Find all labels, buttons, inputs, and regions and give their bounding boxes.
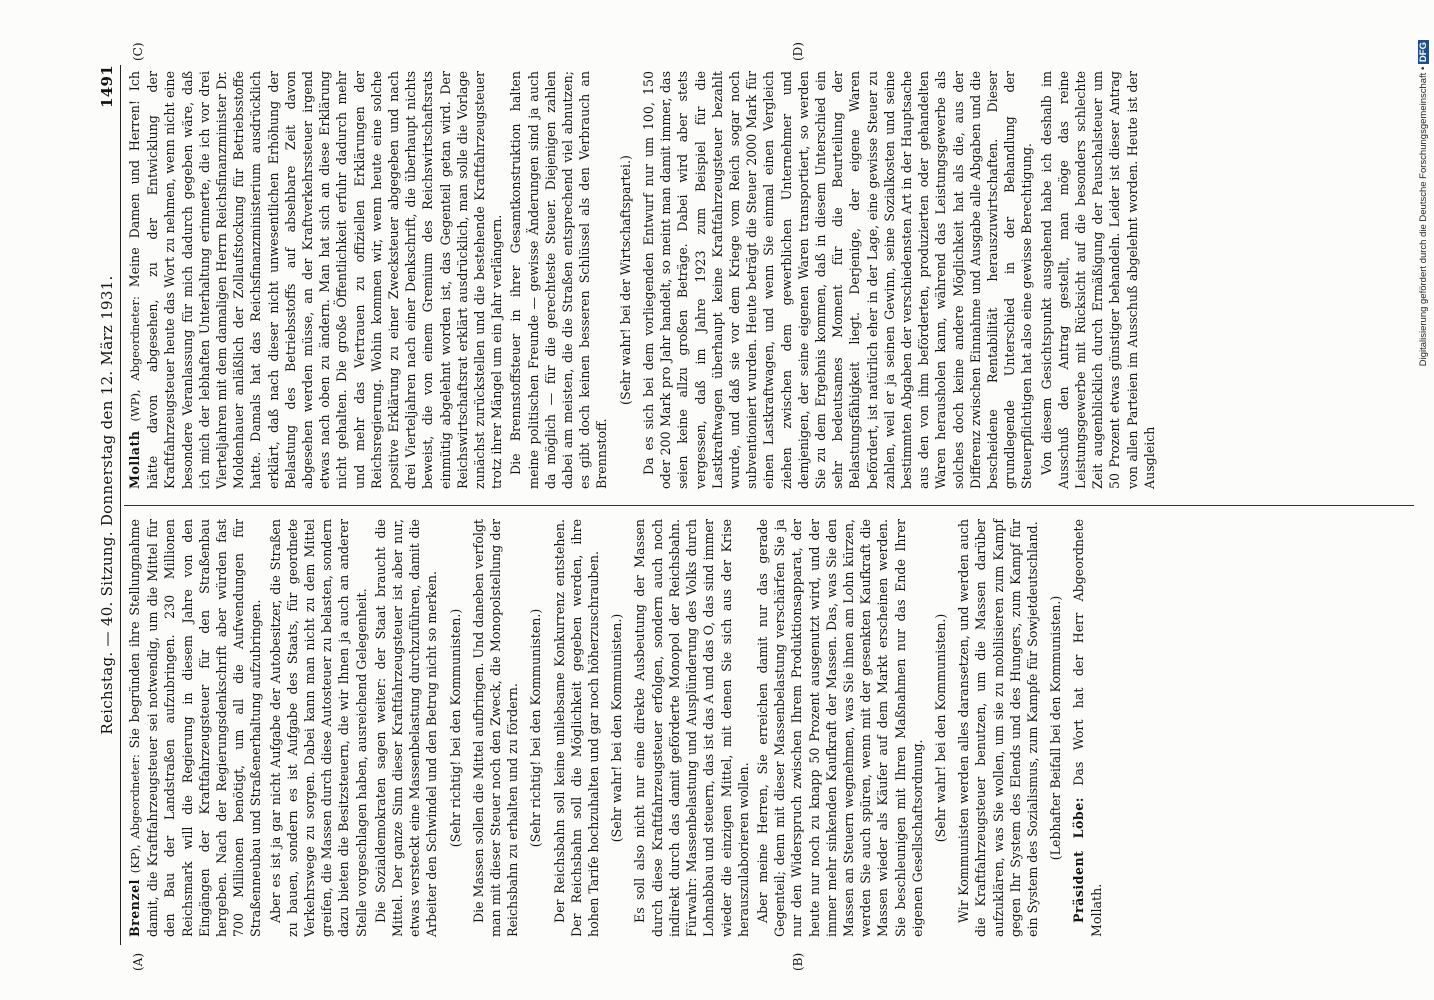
margin-mark-a: (A) (131, 952, 145, 971)
paragraph: Es soll also nicht nur eine direkte Ausbeutung der Massen durch diese Kraftfahrzeugsteuer erfolgen, sondern auch noch indirekt durch das damit geförderte Monopol der Reichsbahn. Fürwahr: Massenbelastung und Ausplünderung des Volks durch Lohnabbau und steuern, das ist das A und das O, das sind immer wieder die einzigen Mittel, mit denen Sie sich aus der Krise herauszulaborieren wollen. (632, 519, 751, 937)
side-note (1418, 40, 1432, 740)
side-note-text: Digitalisierung gefördert durch die Deutsche Forschungsgemeinschaft • (1418, 66, 1429, 367)
dfg-logo: DFG (1418, 42, 1429, 63)
speaker-name: Mollath (127, 430, 142, 489)
rotated-page-content (90, 0, 1157, 971)
header-title: Reichstag. — 40. Sitzung. Donnerstag den 12. März 1931. (97, 275, 116, 735)
interjection: (Sehr richtig! bei den Kommunisten.) (528, 608, 544, 848)
paragraph-text: Das Wort hat der Herr Abgeordnete Mollath. (1071, 519, 1104, 937)
paragraph: Aber es ist ja gar nicht Aufgabe der Autobesitzer, die Straßen zu bauen, sondern es ist Aufgabe des Staats, für geordnete Verkehrswege zu sorgen. Dabei kann man nicht zu dem Mittel greifen, die Massen durch diese Autosteuer zu belasten, sondern dazu bieten die Besitzsteuern, die wir Ihnen ja auch an anderer Stelle vorgeschlagen haben, ausreichend Gelegenheit. (267, 519, 369, 937)
paragraph-text: Meine Damen und Herren! Ich hätte davon abgesehen, zu der Entwicklung der Kraftfahrzeugsteuer heute das Wort zu nehmen, wenn nicht eine besondere Veranlassung für mich dadurch gegeben wäre, daß ich mich der lebhaften Unterhaltung erinnerte, die ich vor drei Vierteljahren mit dem damaligen Herrn Reichsfinanzminister Dr. Moldenhauer anläßlich der Zollaufstockung für Betriebsstoffe hatte. Damals hat das Reichsfinanzministerium ausdrücklich erklärt, daß nach dieser nicht unwesentlichen Erhöhung der Belastung des Betriebsstoffs auf absehbare Zeit davon abgesehen werden müsse, an der Kraftverkehrssteuer irgend etwas nach oben zu ändern. Man hat sich an diese Erklärung nicht gehalten. Die große Öffentlichkeit erfuhr dadurch mehr und mehr das Vertrauen zu offiziellen Erklärungen der Reichsregierung. Wohin kommen wir, wenn heute eine solche positive Erklärung zu einer Zwecksteuer abgegeben und nach drei Vierteljahren nach einer Denkschrift, die überhaupt nichts beweist, die von einem Gremium des Reichswirtschaftsrats einmütig abgelehnt worden ist, das Gegenteil getan wird. Der Reichswirtschaftsrat erklärt ausdrücklich, man solle die Vorlage zunächst zurückstellen und die bestehende Kraftfahrzeugsteuer trotz ihrer Mängel um ein Jahr verlängern. (127, 71, 505, 489)
margin-mark-d: (D) (791, 42, 805, 61)
speaker-party: (WP), Abgeordneter: (128, 296, 142, 422)
paragraph: Aber meine Herren, Sie erreichen damit nur das gerade Gegenteil; denn mit dieser Massenbelastung verschärfen Sie ja nur den Widerspruch zwischen Ihrem Produktionsapparat, der heute nur noch zu knapp 50 Prozent ausgenutzt wird, und der immer mehr sinkenden Kaufkraft der Massen. Das, was Sie den Massen an Steuern wegnehmen, was Sie ihnen am Lohn kürzen, werden Sie auch spüren, wenn mit der gesenkten Kaufkraft die Massen wieder als Käufer auf dem Markt erscheinen werden. Sie beschleunigen mit Ihren Maßnahmen nur das Ende Ihrer eigenen Gesellschaftsordnung. (754, 519, 925, 937)
header-rule (120, 65, 121, 945)
paragraph: Die Massen sollen die Mittel aufbringen. Und daneben verfolgt man mit dieser Steuer noch den Zweck, die Monopolstellung der Reichsbahn zu erhalten und zu fördern. (470, 519, 521, 937)
margin-mark-c: (C) (131, 42, 145, 61)
speaker-name: Brenzel (127, 879, 142, 937)
interjection: (Sehr wahr! bei den Kommunisten.) (609, 613, 625, 843)
paragraph (126, 519, 265, 937)
left-column (126, 519, 1107, 937)
right-column (126, 71, 1160, 489)
speaker-name: Präsident Löbe: (1071, 797, 1087, 923)
paragraph-text: Sie begründen ihre Stellungnahme damit, die Kraftfahrzeugsteuer sei notwendig, um die Mittel für den Bau der Landstraßen aufzubringen. 230 Millionen Reichsmark will die Regierung in diesem Jahre von den Eingängen der Kraftfahrzeugsteuer für den Straßenbau hergeben. Nach der Regierungsdenkschrift aber würden fast 700 Millionen benötigt, um all die Aufwendungen für Straßenneubau und Straßenerhaltung aufzubringen. (127, 519, 264, 937)
paragraph (1070, 519, 1104, 937)
interjection: (Lebhafter Beifall bei den Kommunisten.) (1048, 595, 1064, 861)
paragraph: Da es sich bei dem vorliegenden Entwurf nur um 100, 150 oder 200 Mark pro Jahr handelt, so meint man damit immer, das seien keine allzu großen Beträge. Dabei wird aber stets vergessen, daß im Jahre 1923 zum Beispiel für die Lastkraftwagen überhaupt keine Kraftfahrzeugsteuer bezahlt wurde, und daß sie vor dem Kriege vom Reich sogar noch subventioniert wurden. Heute beträgt die Steuer 2000 Mark für einen Lastkraftwagen, und wenn Sie einmal einen Vergleich ziehen zwischen dem gewerblichen Unternehmer und demjenigen, der seine eigenen Waren transportiert, so werden Sie zu dem Ergebnis kommen, daß in diesem Unterschied ein sehr bedeutsames Moment für die Beurteilung der Belastungsfähigkeit liegt. Derjenige, der eigene Waren befördert, ist natürlich eher in der Lage, eine gewisse Steuer zu zahlen, weil er ja seinen Gewinn, seine Sozialkosten und seine bestimmten Abgaben der verschiedensten Art in der Hauptsache aus den von ihm beförderten, produzierten oder gehandelten Waren herausholen kann, während das Leistungsgewerbe als solches doch keine andere Möglichkeit hat als die, aus der Differenz zwischen Einnahme und Ausgabe alle Abgaben und die bescheidene Rentabilität herauszuwirtschaften. Dieser grundlegende Unterschied in der Behandlung der Steuerpflichtigen hat also eine gewisse Berechtigung. (640, 71, 1035, 489)
interjection: (Sehr richtig! bei den Kommunisten.) (447, 608, 463, 848)
column-divider (124, 505, 1414, 506)
paragraph: Wir Kommunisten werden alles daransetzen, und werden auch die Kraftfahrzeugsteuer benutzen, um die Massen darüber aufzuklären, was Sie wollen, um sie zu mobilisieren zum Kampf gegen Ihr System des Elends und des Hungers, zum Kampf für ein System des Sozialismus, zum Kampfe für Sowjetdeutschland. (956, 519, 1040, 937)
paragraph (126, 71, 505, 489)
paragraph: Die Sozialdemokraten sagen weiter: der Staat braucht die Mittel. Der ganze Sinn dieser Kraftfahrzeugsteuer ist aber nur, etwas versteckt eine Massenbelastung durchzuführen, damit die Arbeiter den Schwindel und den Betrug nicht so merken. (372, 519, 440, 937)
speaker-party: (KP), Abgeordneter: (128, 754, 142, 874)
paragraph: Von diesem Gesichtspunkt ausgehend habe ich deshalb im Ausschuß den Antrag gestellt, man möge das reine Leistungsgewerbe mit Rücksicht auf die besonders schlechte Zeit augenblicklich durch Ermäßigung der Pauschalsteuer um 50 Prozent etwas günstiger behandeln. Leider ist dieser Antrag von allen Parteien im Ausschuß abgelehnt worden. Heute ist der Ausgleich (1038, 71, 1157, 489)
page-number: 1491 (97, 65, 116, 108)
paragraph: Der Reichsbahn soll keine unliebsame Konkurrenz entstehen. Der Reichsbahn soll die Möglichkeit gegeben werden, ihre hohen Tarife hochzuhalten und gar noch höherzuschrauben. (551, 519, 602, 937)
interjection: (Sehr wahr! bei der Wirtschaftspartei.) (617, 155, 633, 405)
interjection: (Sehr wahr! bei den Kommunisten.) (932, 613, 948, 843)
running-header (90, 65, 116, 945)
margin-mark-b: (B) (791, 952, 805, 971)
paragraph: Die Brennstoffsteuer in ihrer Gesamtkonstruktion halten meine politischen Freunde — gewisse Änderungen sind ja auch da möglich — für die gerechteste Steuer. Diejenigen zahlen dabei am meisten, die die Straßen entsprechend viel abnutzen; es gibt doch keinen besseren Schlüssel als den Verbrauch an Brennstoff. (508, 71, 610, 489)
page-frame (90, 42, 1420, 971)
